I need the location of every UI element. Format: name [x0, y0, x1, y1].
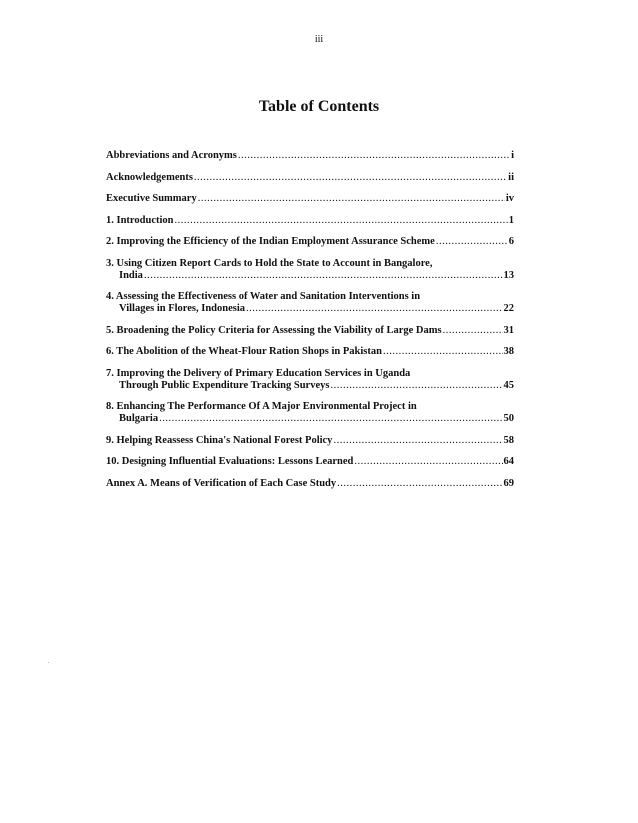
- toc-entry-label-line1: 7. Improving the Delivery of Primary Education Services in Uganda: [106, 367, 411, 379]
- toc-page-number: 13: [503, 269, 514, 281]
- toc-entry-label: Annex A. Means of Verification of Each Case Study: [106, 477, 337, 489]
- toc-entry-chapter-9[interactable]: [106, 435, 514, 447]
- toc-page-number: ii: [508, 171, 514, 183]
- dot-leader: [443, 325, 503, 337]
- toc-page-number: 45: [503, 379, 514, 391]
- toc-entry-label: 5. Broadening the Policy Criteria for Assessing the Viability of Large Dams: [106, 324, 442, 336]
- toc-entry-annex-a[interactable]: [106, 478, 514, 490]
- toc-entry-chapter-10[interactable]: [106, 456, 514, 468]
- table-of-contents: [106, 150, 514, 499]
- toc-page-number: 1: [508, 214, 514, 226]
- dot-leader: [238, 150, 510, 162]
- toc-entry-label-line2: India: [119, 269, 143, 281]
- toc-page-number: 38: [503, 346, 514, 357]
- toc-entry-label-line1: 8. Enhancing The Performance Of A Major Environmental Project in: [106, 401, 417, 412]
- dot-leader: [383, 346, 503, 358]
- toc-entry-acknowledgements[interactable]: [106, 172, 514, 184]
- toc-entry-label: 6. The Abolition of the Wheat-Flour Ration Shops in Pakistan: [106, 346, 382, 357]
- dot-leader: [144, 270, 503, 282]
- toc-entry-chapter-4[interactable]: [106, 291, 514, 315]
- toc-page-number: 58: [503, 434, 514, 446]
- toc-entry-chapter-5[interactable]: [106, 325, 514, 337]
- dot-leader: [194, 172, 507, 184]
- page-number: iii: [314, 34, 324, 45]
- dot-leader: [246, 303, 502, 315]
- toc-entry-label: 10. Designing Influential Evaluations: Lessons Learned: [106, 456, 354, 467]
- toc-page-number: 64: [503, 456, 514, 467]
- dot-leader: [198, 193, 505, 205]
- toc-entry-label-line1: 3. Using Citizen Report Cards to Hold the State to Account in Bangalore,: [106, 257, 433, 269]
- toc-entry-label-line2: Through Public Expenditure Tracking Surveys: [119, 379, 330, 391]
- dot-leader: [337, 478, 502, 490]
- dot-leader: [354, 456, 502, 468]
- dot-leader: [436, 236, 508, 248]
- toc-entry-label: 9. Helping Reassess China's National Forest Policy: [106, 434, 333, 446]
- dot-leader: [175, 215, 508, 227]
- toc-page-number: i: [511, 150, 514, 161]
- toc-entry-chapter-7[interactable]: [106, 368, 514, 392]
- toc-page-number: 69: [503, 477, 514, 489]
- toc-entry-executive-summary[interactable]: [106, 193, 514, 205]
- page-title: Table of Contents: [258, 98, 380, 115]
- dot-leader: [333, 435, 502, 447]
- toc-entry-label: 2. Improving the Efficiency of the Indian Employment Assurance Scheme: [106, 236, 435, 247]
- toc-entry-label: Executive Summary: [106, 193, 197, 204]
- toc-entry-label: Abbreviations and Acronyms: [106, 150, 237, 161]
- toc-entry-label: Acknowledgements: [106, 171, 193, 183]
- toc-entry-label-line2: Bulgaria: [119, 413, 159, 424]
- scan-artifact-mark: [48, 662, 49, 663]
- toc-page-number: 6: [508, 236, 514, 247]
- toc-entry-chapter-2[interactable]: [106, 236, 514, 248]
- toc-page-number: 31: [503, 324, 514, 336]
- toc-page-number: 22: [503, 303, 514, 314]
- toc-entry-label-line1: 4. Assessing the Effectiveness of Water and Sanitation Interventions in: [106, 291, 421, 302]
- toc-entry-label: 1. Introduction: [106, 214, 174, 226]
- toc-entry-label-line2: Villages in Flores, Indonesia: [119, 303, 246, 314]
- toc-page-number: 50: [503, 413, 514, 424]
- toc-entry-chapter-6[interactable]: [106, 346, 514, 358]
- toc-entry-chapter-8[interactable]: [106, 401, 514, 425]
- toc-entry-abbreviations[interactable]: [106, 150, 514, 162]
- dot-leader: [159, 413, 502, 425]
- toc-entry-introduction[interactable]: [106, 215, 514, 227]
- dot-leader: [330, 380, 502, 392]
- toc-page-number: iv: [505, 193, 514, 204]
- toc-entry-chapter-3[interactable]: [106, 258, 514, 282]
